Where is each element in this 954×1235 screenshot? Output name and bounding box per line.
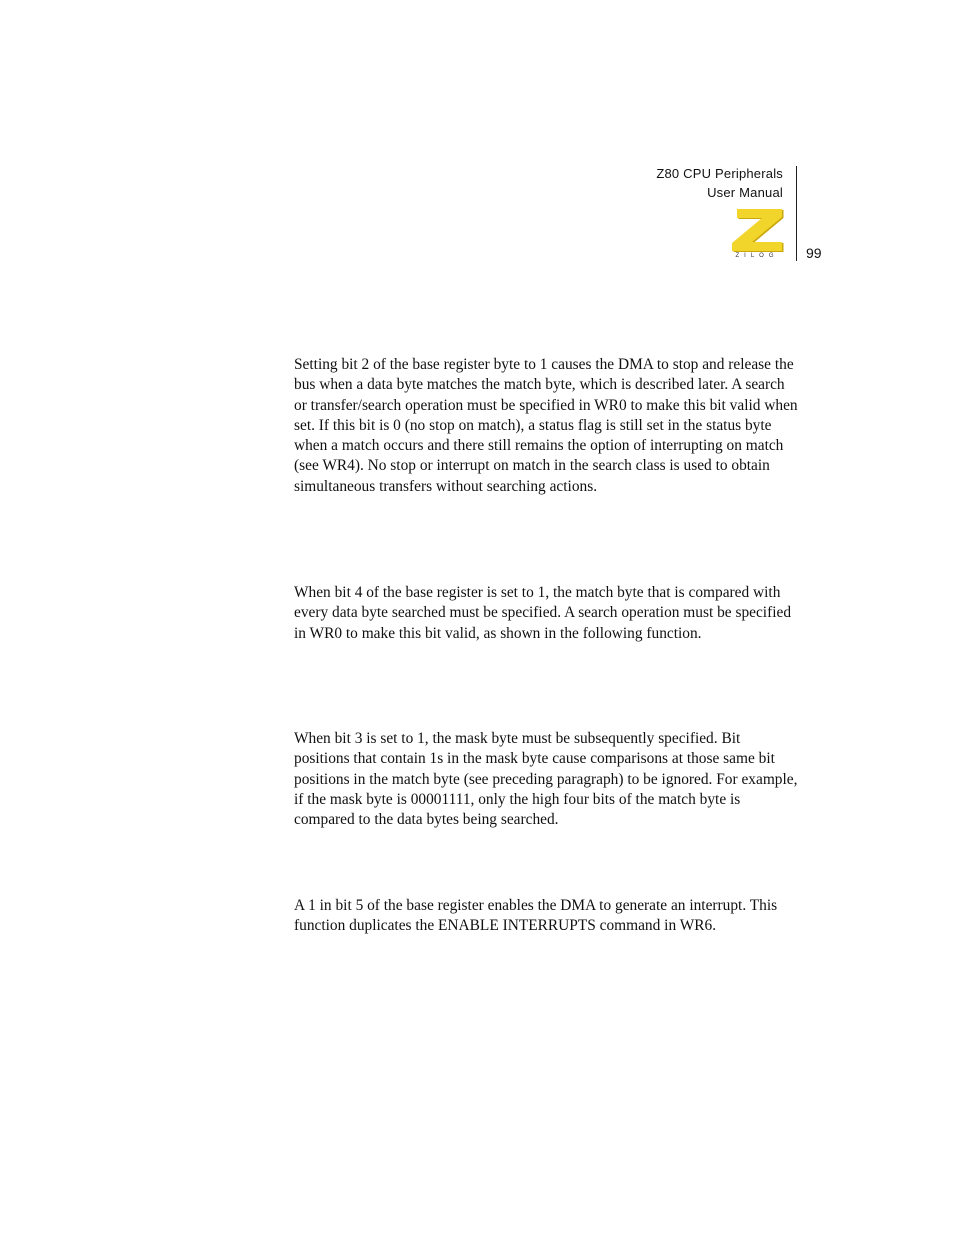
header-title-line2: User Manual [707,185,783,200]
paragraph-stop-on-match: Setting bit 2 of the base register byte to 1 causes the DMA to stop and release the bus when a data byte matches the match byte, which is described later. A search or transfer/search operation must be specified in WR0 to make this bit valid when set. If this bit is 0 (no stop on match), a status flag is still set in the status byte when a match occurs and there still remains the option of interrupting on match (see WR4). No stop or interrupt on match in the search class is used to obtain simultaneous transfers without searching actions. [294,356,798,495]
zilog-z-icon [728,206,786,252]
running-header [560,164,783,202]
paragraph-mask-byte: When bit 3 is set to 1, the mask byte must be subsequently specified. Bit positions that contain 1s in the mask byte cause comparisons at those same bit positions in the match byte (see preceding paragraph) to be ignored. For example, if the mask byte is 00001111, only the high four bits of the match byte is compared to the data bytes being searched. [294,730,798,829]
header-title-line1: Z80 CPU Peripherals [656,166,783,181]
paragraph-interrupt-enable: A 1 in bit 5 of the base register enables the DMA to generate an interrupt. This function duplicates the ENABLE INTERRUPTS command in WR6. [294,897,778,935]
page-number: 99 [806,245,822,261]
paragraph-match-byte: When bit 4 of the base register is set to 1, the match byte that is compared with every data byte searched must be specified. A search operation must be specified in WR0 to make this bit valid, as shown in the following function. [294,584,792,642]
header-divider [796,166,797,261]
zilog-logo [728,206,786,262]
logo-wordmark: ZILOG [735,253,779,259]
